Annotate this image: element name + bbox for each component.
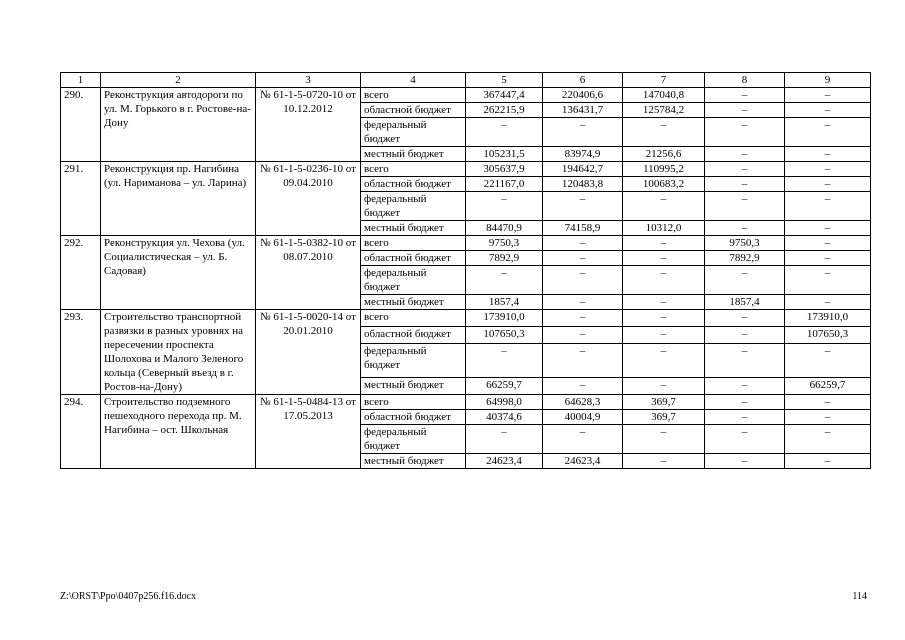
amount-cell: – — [705, 88, 785, 103]
amount-cell: – — [623, 295, 705, 310]
amount-cell: – — [466, 344, 543, 377]
amount-cell: – — [705, 162, 785, 177]
col-header-9: 9 — [785, 73, 871, 88]
amount-cell: – — [785, 395, 871, 410]
amount-cell: – — [623, 327, 705, 344]
funding-source-label: федеральный бюджет — [361, 344, 466, 377]
amount-cell: – — [705, 147, 785, 162]
item-number: 290. — [61, 88, 101, 162]
amount-cell: – — [543, 295, 623, 310]
amount-cell: – — [466, 192, 543, 221]
amount-cell: 110995,2 — [623, 162, 705, 177]
amount-cell: – — [623, 310, 705, 327]
amount-cell: – — [705, 103, 785, 118]
col-header-6: 6 — [543, 73, 623, 88]
amount-cell: 220406,6 — [543, 88, 623, 103]
funding-source-label: федеральный бюджет — [361, 425, 466, 454]
amount-cell: – — [785, 236, 871, 251]
amount-cell: 100683,2 — [623, 177, 705, 192]
funding-source-label: всего — [361, 310, 466, 327]
amount-cell: – — [623, 377, 705, 394]
amount-cell: 147040,8 — [623, 88, 705, 103]
amount-cell: 66259,7 — [466, 377, 543, 394]
amount-cell: – — [466, 425, 543, 454]
funding-source-label: местный бюджет — [361, 377, 466, 394]
amount-cell: 173910,0 — [466, 310, 543, 327]
amount-cell: – — [623, 344, 705, 377]
table-row — [61, 310, 871, 327]
document-number: № 61-1-5-0484-13 от 17.05.2013 — [256, 395, 361, 469]
amount-cell: – — [785, 266, 871, 295]
amount-cell: – — [623, 192, 705, 221]
item-number: 291. — [61, 162, 101, 236]
header-row — [61, 73, 871, 88]
amount-cell: 21256,6 — [623, 147, 705, 162]
amount-cell: 84470,9 — [466, 221, 543, 236]
table-row — [61, 236, 871, 251]
amount-cell: – — [785, 162, 871, 177]
amount-cell: 7892,9 — [466, 251, 543, 266]
amount-cell: – — [543, 344, 623, 377]
amount-cell: – — [466, 118, 543, 147]
amount-cell: – — [543, 425, 623, 454]
amount-cell: – — [623, 251, 705, 266]
col-header-4: 4 — [361, 73, 466, 88]
amount-cell: 369,7 — [623, 410, 705, 425]
amount-cell: 9750,3 — [705, 236, 785, 251]
document-number: № 61-1-5-0720-10 от 10.12.2012 — [256, 88, 361, 162]
funding-source-label: областной бюджет — [361, 103, 466, 118]
funding-source-label: местный бюджет — [361, 295, 466, 310]
amount-cell: – — [543, 118, 623, 147]
amount-cell: 262215,9 — [466, 103, 543, 118]
amount-cell: – — [785, 103, 871, 118]
amount-cell: – — [705, 410, 785, 425]
funding-source-label: федеральный бюджет — [361, 192, 466, 221]
amount-cell: – — [785, 410, 871, 425]
amount-cell: 24623,4 — [543, 454, 623, 469]
amount-cell: – — [466, 266, 543, 295]
amount-cell: 194642,7 — [543, 162, 623, 177]
amount-cell: – — [785, 295, 871, 310]
table-row — [61, 88, 871, 103]
amount-cell: – — [543, 251, 623, 266]
funding-source-label: областной бюджет — [361, 251, 466, 266]
amount-cell: – — [785, 251, 871, 266]
amount-cell: – — [705, 266, 785, 295]
amount-cell: 221167,0 — [466, 177, 543, 192]
amount-cell: 40374,6 — [466, 410, 543, 425]
item-number: 292. — [61, 236, 101, 310]
amount-cell: 9750,3 — [466, 236, 543, 251]
amount-cell: 24623,4 — [466, 454, 543, 469]
col-header-8: 8 — [705, 73, 785, 88]
amount-cell: 367447,4 — [466, 88, 543, 103]
amount-cell: 74158,9 — [543, 221, 623, 236]
amount-cell: 7892,9 — [705, 251, 785, 266]
funding-source-label: местный бюджет — [361, 147, 466, 162]
funding-source-label: всего — [361, 88, 466, 103]
amount-cell: – — [705, 425, 785, 454]
amount-cell: – — [543, 192, 623, 221]
amount-cell: 66259,7 — [785, 377, 871, 394]
footer-file-path: Z:\ORST\Ppo\0407p256.f16.docx — [60, 591, 197, 602]
page-number: 114 — [852, 591, 867, 602]
document-number: № 61-1-5-0020-14 от 20.01.2010 — [256, 310, 361, 395]
amount-cell: – — [785, 88, 871, 103]
amount-cell: – — [785, 192, 871, 221]
object-name: Строительство подземного пешеходного перехода пр. М. Нагибина – ост. Школьная — [101, 395, 256, 469]
col-header-2: 2 — [101, 73, 256, 88]
funding-source-label: федеральный бюджет — [361, 266, 466, 295]
funding-source-label: областной бюджет — [361, 327, 466, 344]
funding-source-label: областной бюджет — [361, 177, 466, 192]
funding-source-label: всего — [361, 162, 466, 177]
amount-cell: 107650,3 — [785, 327, 871, 344]
amount-cell: – — [623, 236, 705, 251]
amount-cell: – — [785, 221, 871, 236]
col-header-7: 7 — [623, 73, 705, 88]
amount-cell: – — [705, 344, 785, 377]
amount-cell: – — [785, 454, 871, 469]
amount-cell: – — [543, 266, 623, 295]
funding-source-label: всего — [361, 236, 466, 251]
amount-cell: – — [785, 425, 871, 454]
amount-cell: – — [705, 310, 785, 327]
funding-source-label: областной бюджет — [361, 410, 466, 425]
amount-cell: – — [543, 377, 623, 394]
amount-cell: 107650,3 — [466, 327, 543, 344]
item-number: 294. — [61, 395, 101, 469]
amount-cell: 64628,3 — [543, 395, 623, 410]
object-name: Реконструкция пр. Нагибина (ул. Нариманова – ул. Ларина) — [101, 162, 256, 236]
amount-cell: 125784,2 — [623, 103, 705, 118]
object-name: Строительство транспортной развязки в разных уровнях на пересечении проспекта Шолохова и Малого Зеленого кольца (Северный въезд в г. Ростов-на-Дону) — [101, 310, 256, 395]
amount-cell: 64998,0 — [466, 395, 543, 410]
amount-cell: 105231,5 — [466, 147, 543, 162]
amount-cell: 83974,9 — [543, 147, 623, 162]
col-header-1: 1 — [61, 73, 101, 88]
amount-cell: – — [705, 395, 785, 410]
amount-cell: 120483,8 — [543, 177, 623, 192]
amount-cell: – — [543, 236, 623, 251]
amount-cell: 40004,9 — [543, 410, 623, 425]
amount-cell: 369,7 — [623, 395, 705, 410]
table-body — [61, 88, 871, 469]
funding-source-label: всего — [361, 395, 466, 410]
budget-table — [60, 72, 871, 469]
amount-cell: – — [543, 327, 623, 344]
table-row — [61, 162, 871, 177]
object-name: Реконструкция автодороги по ул. М. Горького в г. Ростове-на-Дону — [101, 88, 256, 162]
amount-cell: – — [705, 118, 785, 147]
object-name: Реконструкция ул. Чехова (ул. Социалистическая – ул. Б. Садовая) — [101, 236, 256, 310]
amount-cell: – — [705, 192, 785, 221]
amount-cell: – — [705, 221, 785, 236]
col-header-3: 3 — [256, 73, 361, 88]
document-number: № 61-1-5-0236-10 от 09.04.2010 — [256, 162, 361, 236]
amount-cell: – — [705, 177, 785, 192]
table-row — [61, 395, 871, 410]
amount-cell: 305637,9 — [466, 162, 543, 177]
amount-cell: 10312,0 — [623, 221, 705, 236]
amount-cell: 136431,7 — [543, 103, 623, 118]
amount-cell: – — [785, 147, 871, 162]
amount-cell: 1857,4 — [705, 295, 785, 310]
funding-source-label: местный бюджет — [361, 221, 466, 236]
amount-cell: 173910,0 — [785, 310, 871, 327]
amount-cell: – — [623, 425, 705, 454]
amount-cell: – — [623, 118, 705, 147]
document-number: № 61-1-5-0382-10 от 08.07.2010 — [256, 236, 361, 310]
amount-cell: – — [705, 327, 785, 344]
amount-cell: – — [705, 454, 785, 469]
amount-cell: – — [785, 344, 871, 377]
amount-cell: – — [705, 377, 785, 394]
amount-cell: – — [623, 266, 705, 295]
funding-source-label: федеральный бюджет — [361, 118, 466, 147]
col-header-5: 5 — [466, 73, 543, 88]
item-number: 293. — [61, 310, 101, 395]
amount-cell: – — [623, 454, 705, 469]
funding-source-label: местный бюджет — [361, 454, 466, 469]
amount-cell: 1857,4 — [466, 295, 543, 310]
amount-cell: – — [785, 177, 871, 192]
amount-cell: – — [785, 118, 871, 147]
amount-cell: – — [543, 310, 623, 327]
